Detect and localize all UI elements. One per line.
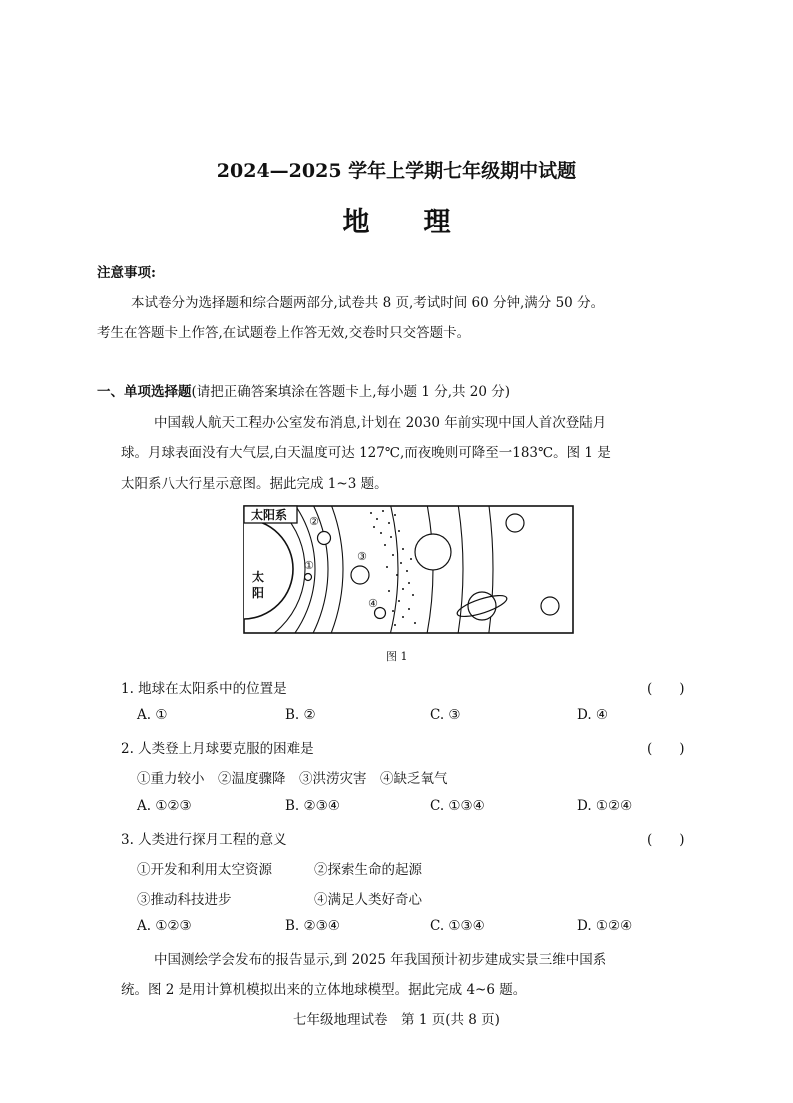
- section-instruction: (请把正确答案填涂在答题卡上,每小题 1 分,共 20 分): [191, 384, 511, 400]
- question-1-option-b: B. ②: [285, 707, 316, 723]
- question-2-stem: 2. 人类登上月球要克服的困难是: [121, 741, 314, 757]
- notice-heading: 注意事项:: [97, 265, 156, 281]
- question-1-option-a: A. ①: [137, 707, 168, 723]
- exam-title: 2024—2025 学年上学期七年级期中试题: [216, 160, 577, 182]
- question-3-option-d: D. ①②④: [577, 918, 633, 934]
- mark-1: ①: [304, 559, 314, 572]
- question-2-option-b: B. ②③④: [285, 798, 340, 814]
- question-3-option-b: B. ②③④: [285, 918, 340, 934]
- planet-jupiter: [415, 534, 451, 570]
- planet-earth: [351, 566, 369, 584]
- question-2-option-d: D. ①②④: [577, 798, 633, 814]
- sun-label-2: 阳: [252, 586, 265, 600]
- notice-line-2: 考生在答题卡上作答,在试题卷上作答无效,交卷时只交答题卡。: [97, 325, 471, 341]
- sun-label-1: 太: [252, 570, 265, 584]
- figure-caption: 图 1: [386, 650, 408, 663]
- intro1-line-1: 中国载人航天工程办公室发布消息,计划在 2030 年前实现中国人首次登陆月: [154, 415, 607, 431]
- question-1-option-c: C. ③: [430, 707, 461, 723]
- question-3-item-2: ②探索生命的起源: [314, 862, 422, 878]
- question-3-stem: 3. 人类进行探月工程的意义: [121, 832, 287, 848]
- notice-line-1: 本试卷分为选择题和综合题两部分,试卷共 8 页,考试时间 60 分钟,满分 50 分。: [131, 295, 605, 311]
- section-heading: [97, 380, 510, 400]
- intro1-line-2: 球。月球表面没有大气层,白天温度可达 127℃,而夜晚则可降至一183℃。图 1 是: [121, 445, 611, 461]
- planet-venus: [318, 532, 331, 545]
- section-title: 一、单项选择题: [97, 384, 192, 400]
- planet-neptune: [541, 597, 559, 615]
- page-footer: 七年级地理试卷 第 1 页(共 8 页): [293, 1012, 500, 1028]
- question-1-option-d: D. ④: [577, 707, 609, 723]
- mark-3: ③: [357, 550, 367, 563]
- box-label: 太阳系: [251, 508, 288, 522]
- planet-mercury: [305, 574, 312, 581]
- solar-system-diagram: [243, 505, 574, 634]
- question-2-items: ①重力较小 ②温度骤降 ③洪涝灾害 ④缺乏氧气: [137, 771, 448, 787]
- intro1-line-3: 太阳系八大行星示意图。据此完成 1~3 题。: [121, 476, 388, 492]
- mark-4: ④: [368, 597, 378, 610]
- subject-title: 地理: [342, 207, 505, 238]
- planet-uranus: [506, 514, 524, 532]
- question-3-option-a: A. ①②③: [137, 918, 192, 934]
- intro2-line-1: 中国测绘学会发布的报告显示,到 2025 年我国预计初步建成实景三维中国系: [154, 952, 607, 968]
- question-3-item-4: ④满足人类好奇心: [314, 892, 422, 908]
- question-3-option-c: C. ①③④: [430, 918, 485, 934]
- question-3-item-3: ③推动科技进步: [137, 892, 232, 908]
- intro2-line-2: 统。图 2 是用计算机模拟出来的立体地球模型。据此完成 4~6 题。: [121, 982, 527, 998]
- question-1-answer-blank: ( ): [647, 681, 685, 697]
- question-3-item-1: ①开发和利用太空资源: [137, 862, 272, 878]
- mark-2: ②: [309, 515, 319, 528]
- question-1-stem: 1. 地球在太阳系中的位置是: [121, 681, 287, 697]
- question-2-option-c: C. ①③④: [430, 798, 485, 814]
- question-2-option-a: A. ①②③: [137, 798, 192, 814]
- question-2-answer-blank: ( ): [647, 741, 685, 757]
- question-3-answer-blank: ( ): [647, 832, 685, 848]
